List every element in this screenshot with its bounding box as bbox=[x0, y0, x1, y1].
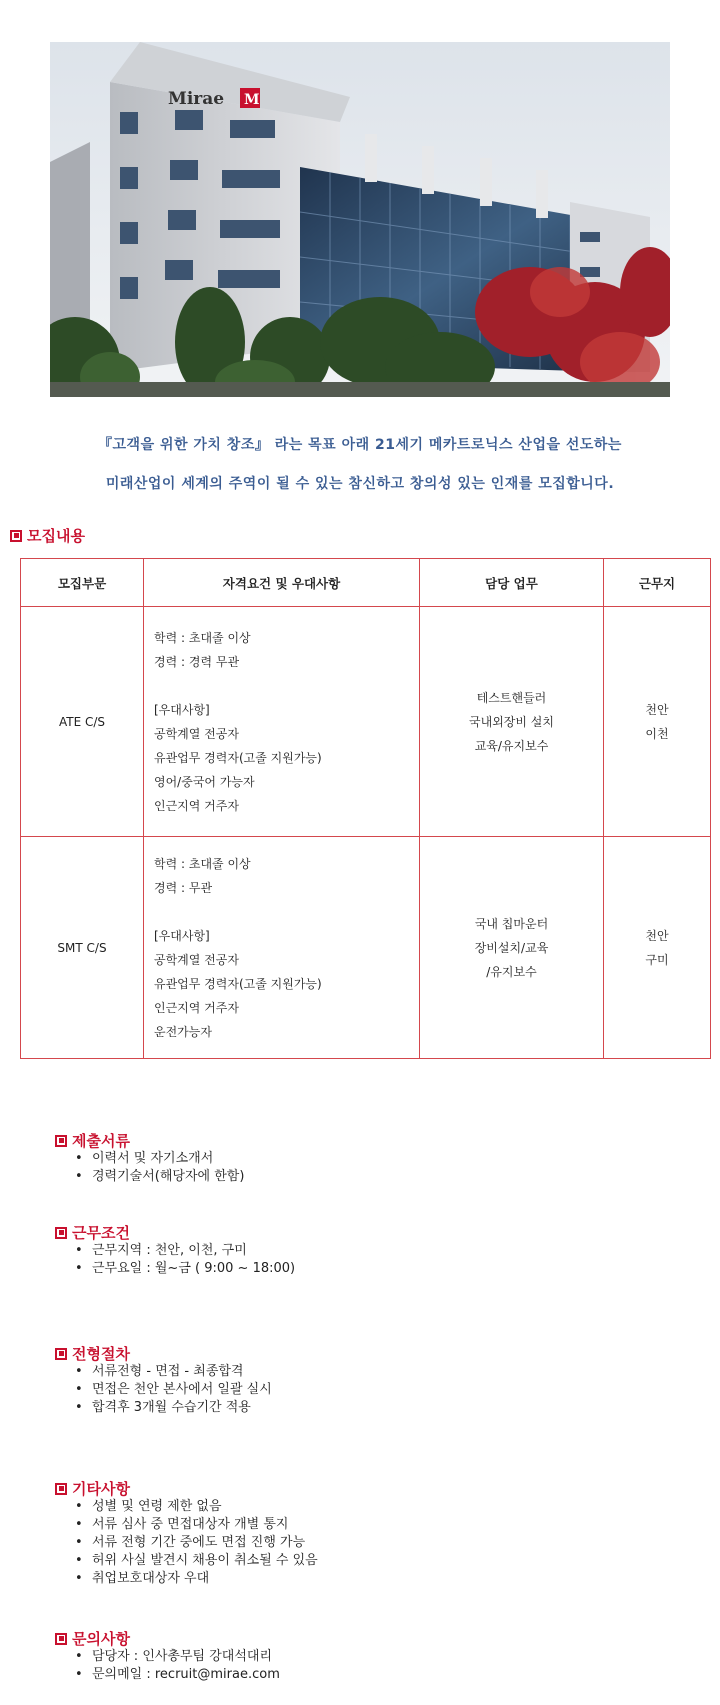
documents-heading bbox=[55, 1130, 130, 1151]
duties-cell bbox=[420, 837, 604, 1059]
etc-list bbox=[72, 1498, 318, 1588]
preferred-line: 영어/중국어 가능자 bbox=[154, 774, 255, 789]
preferred-line: 유관업무 경력자(고졸 지원가능) bbox=[154, 750, 322, 765]
etc-heading bbox=[55, 1478, 130, 1499]
conditions-heading-label: 근무조건 bbox=[72, 1224, 130, 1242]
table-row bbox=[21, 607, 711, 837]
location-cell bbox=[604, 837, 711, 1059]
process-heading-label: 전형절차 bbox=[72, 1345, 130, 1363]
documents-list bbox=[72, 1150, 244, 1186]
etc-heading-label: 기타사항 bbox=[72, 1480, 130, 1498]
col-header-dept: 모집부문 bbox=[21, 559, 144, 607]
process-heading bbox=[55, 1343, 130, 1364]
square-bullet-icon bbox=[55, 1135, 67, 1147]
requirement-line: 학력 : 초대졸 이상 bbox=[154, 630, 251, 645]
process-list bbox=[72, 1363, 272, 1417]
list-item: • 경력기술서(해당자에 한함) bbox=[72, 1168, 244, 1186]
location-line: 천안 bbox=[645, 702, 669, 717]
list-item: • 서류 전형 기간 중에도 면접 진행 가능 bbox=[72, 1534, 318, 1552]
recruit-table bbox=[20, 558, 711, 1059]
list-item: • 합격후 3개월 수습기간 적용 bbox=[72, 1399, 272, 1417]
location-cell bbox=[604, 607, 711, 837]
list-item: • 이력서 및 자기소개서 bbox=[72, 1150, 244, 1168]
square-bullet-icon bbox=[55, 1483, 67, 1495]
recruit-heading bbox=[10, 525, 85, 546]
square-bullet-icon bbox=[55, 1633, 67, 1645]
slogan-line-2: 미래산업이 세계의 주역이 될 수 있는 참신하고 창의성 있는 인재를 모집합니다. bbox=[105, 476, 615, 492]
dept-cell: SMT C/S bbox=[21, 837, 144, 1059]
duty-line: 테스트핸들러 bbox=[476, 690, 547, 705]
conditions-list bbox=[72, 1242, 295, 1278]
recruit-heading-label: 모집내용 bbox=[27, 527, 85, 545]
list-item: • 허위 사실 발견시 채용이 취소될 수 있음 bbox=[72, 1552, 318, 1570]
col-header-requirements: 자격요건 및 우대사항 bbox=[144, 559, 420, 607]
requirements-cell bbox=[144, 837, 420, 1059]
preferred-line: 운전가능자 bbox=[154, 1024, 212, 1039]
preferred-line: 인근지역 거주자 bbox=[154, 798, 239, 813]
inquiry-list bbox=[72, 1648, 280, 1684]
list-item: • 서류전형 - 면접 - 최종합격 bbox=[72, 1363, 272, 1381]
preferred-line: 인근지역 거주자 bbox=[154, 1000, 239, 1015]
preferred-line: [우대사항] bbox=[154, 702, 210, 717]
square-bullet-icon bbox=[55, 1227, 67, 1239]
square-bullet-icon bbox=[55, 1348, 67, 1360]
slogan-line-1: 『고객을 위한 가치 창조』 라는 목표 아래 21세기 메카트로닉스 산업을 선도하는 bbox=[98, 437, 622, 453]
list-item: • 근무지역 : 천안, 이천, 구미 bbox=[72, 1242, 295, 1260]
col-header-location: 근무지 bbox=[604, 559, 711, 607]
duty-line: 교육/유지보수 bbox=[474, 738, 549, 753]
building-sign-text: Mirae bbox=[168, 89, 225, 109]
inquiry-heading bbox=[55, 1628, 130, 1649]
col-header-duties: 담당 업무 bbox=[420, 559, 604, 607]
preferred-line: [우대사항] bbox=[154, 928, 210, 943]
location-line: 구미 bbox=[645, 952, 669, 967]
requirements-cell bbox=[144, 607, 420, 837]
location-line: 이천 bbox=[645, 726, 669, 741]
duty-line: 국내외장비 설치 bbox=[469, 714, 554, 729]
duty-line: 장비설치/교육 bbox=[474, 940, 549, 955]
table-row bbox=[21, 837, 711, 1059]
documents-heading-label: 제출서류 bbox=[72, 1132, 130, 1150]
square-bullet-icon bbox=[10, 530, 22, 542]
requirement-line: 경력 : 경력 무관 bbox=[154, 654, 240, 669]
list-item: • 면접은 천안 본사에서 일괄 실시 bbox=[72, 1381, 272, 1399]
location-line: 천안 bbox=[645, 928, 669, 943]
duties-cell bbox=[420, 607, 604, 837]
list-item: • 근무요일 : 월~금 ( 9:00 ~ 18:00) bbox=[72, 1260, 295, 1278]
list-item: • 서류 심사 중 면접대상자 개별 통지 bbox=[72, 1516, 318, 1534]
list-item: • 문의메일 : recruit@mirae.com bbox=[72, 1666, 280, 1684]
list-item: • 취업보호대상자 우대 bbox=[72, 1570, 318, 1588]
preferred-line: 공학계열 전공자 bbox=[154, 726, 239, 741]
duty-line: 국내 칩마운터 bbox=[474, 916, 549, 931]
list-item: • 성별 및 연령 제한 없음 bbox=[72, 1498, 318, 1516]
dept-cell: ATE C/S bbox=[21, 607, 144, 837]
preferred-line: 공학계열 전공자 bbox=[154, 952, 239, 967]
conditions-heading bbox=[55, 1222, 130, 1243]
building-photo bbox=[50, 42, 670, 397]
requirement-line: 학력 : 초대졸 이상 bbox=[154, 856, 251, 871]
requirement-line: 경력 : 무관 bbox=[154, 880, 213, 895]
inquiry-heading-label: 문의사항 bbox=[72, 1630, 130, 1648]
table-header-row bbox=[21, 559, 711, 607]
list-item: • 담당자 : 인사총무팀 강대석대리 bbox=[72, 1648, 280, 1666]
preferred-line: 유관업무 경력자(고졸 지원가능) bbox=[154, 976, 322, 991]
duty-line: /유지보수 bbox=[486, 964, 537, 979]
building-sign-badge: M bbox=[244, 92, 260, 108]
